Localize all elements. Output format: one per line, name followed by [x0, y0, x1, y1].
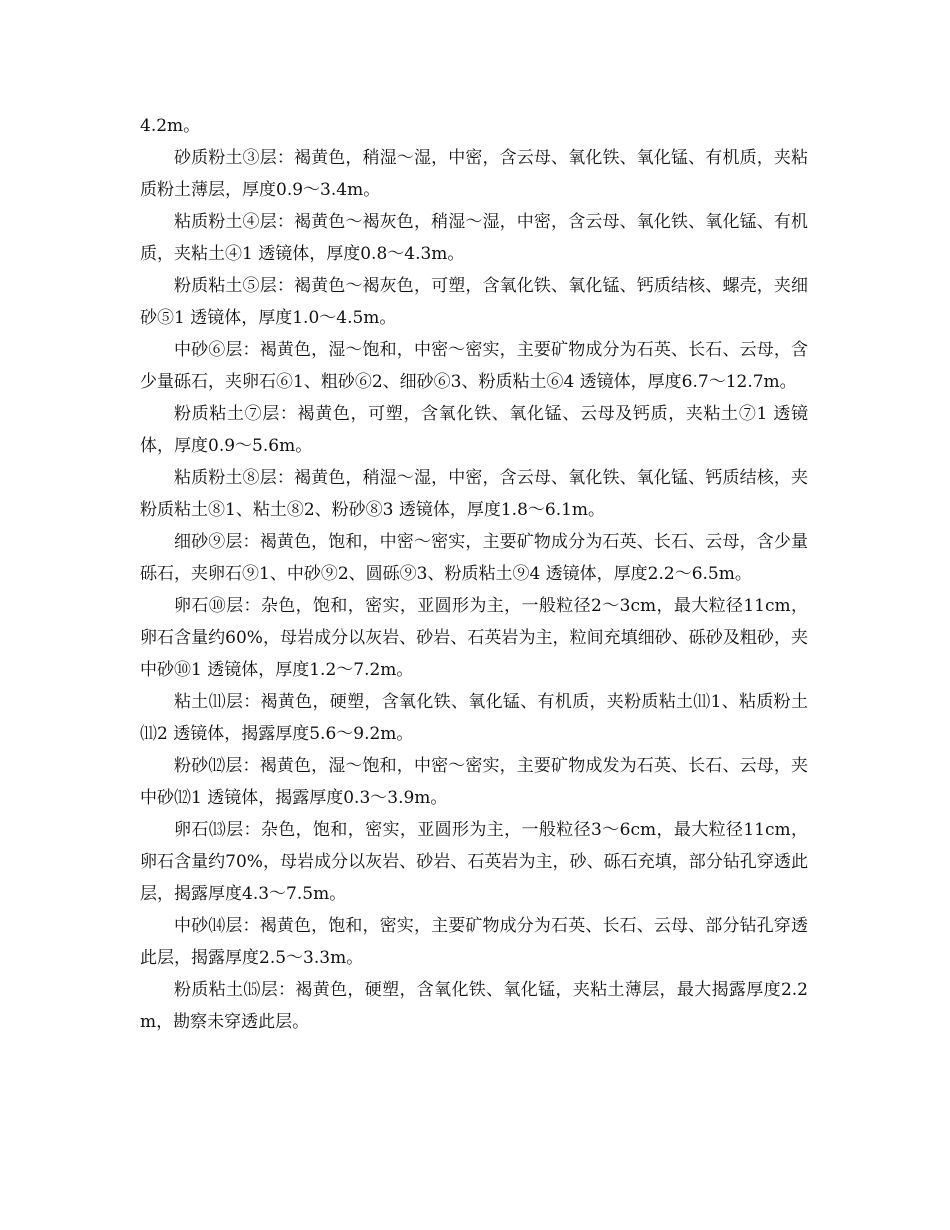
- paragraph-layer-3: 砂质粉土③层：褐黄色，稍湿～湿，中密，含云母、氧化铁、氧化锰、有机质，夹粘质粉土薄层，厚度0.9～3.4m。: [140, 148, 808, 200]
- paragraph-layer-10: 卵石⑩层：杂色，饱和，密实，亚圆形为主，一般粒径2～3cm，最大粒径11cm，卵石含量约60%，母岩成分以灰岩、砂岩、石英岩为主，粒间充填细砂、砾砂及粗砂，夹中砂⑩1 透镜体，厚度1.2～7.2m。: [140, 596, 808, 680]
- paragraph-layer-7: 粉质粘土⑦层：褐黄色，可塑，含氧化铁、氧化锰、云母及钙质，夹粘土⑦1 透镜体，厚度0.9～5.6m。: [140, 404, 808, 456]
- paragraph-continuation: 4.2m。: [140, 116, 201, 136]
- paragraph-layer-13: 卵石⒀层：杂色，饱和，密实，亚圆形为主，一般粒径3～6cm，最大粒径11cm，卵石含量约70%，母岩成分以灰岩、砂岩、石英岩为主，砂、砾石充填，部分钻孔穿透此层，揭露厚度4.3～7.5m。: [140, 820, 808, 904]
- paragraph-layer-9: 细砂⑨层：褐黄色，饱和，中密～密实，主要矿物成分为石英、长石、云母，含少量砾石，夹卵石⑨1、中砂⑨2、圆砾⑨3、粉质粘土⑨4 透镜体，厚度2.2～6.5m。: [140, 532, 808, 584]
- paragraph-layer-15: 粉质粘土⒂层：褐黄色，硬塑，含氧化铁、氧化锰，夹粘土薄层，最大揭露厚度2.2m，勘察未穿透此层。: [140, 980, 808, 1032]
- paragraph-layer-6: 中砂⑥层：褐黄色，湿～饱和，中密～密实，主要矿物成分为石英、长石、云母，含少量砾石，夹卵石⑥1、粗砂⑥2、细砂⑥3、粉质粘土⑥4 透镜体，厚度6.7～12.7m。: [140, 340, 808, 392]
- paragraph-layer-11: 粘土⑾层：褐黄色，硬塑，含氧化铁、氧化锰、有机质，夹粉质粘土⑾1、粘质粉土⑾2 透镜体，揭露厚度5.6～9.2m。: [140, 692, 808, 744]
- paragraph-layer-12: 粉砂⑿层：褐黄色，湿～饱和，中密～密实，主要矿物成发为石英、长石、云母，夹中砂⑿1 透镜体，揭露厚度0.3～3.9m。: [140, 756, 808, 808]
- paragraph-layer-4: 粘质粉土④层：褐黄色～褐灰色，稍湿～湿，中密，含云母、氧化铁、氧化锰、有机质，夹粘土④1 透镜体，厚度0.8～4.3m。: [140, 212, 808, 264]
- paragraph-layer-14: 中砂⒁层：褐黄色，饱和，密实，主要矿物成分为石英、长石、云母、部分钻孔穿透此层，揭露厚度2.5～3.3m。: [140, 916, 808, 968]
- paragraph-layer-8: 粘质粉土⑧层：褐黄色，稍湿～湿，中密，含云母、氧化铁、氧化锰、钙质结核，夹粉质粘土⑧1、粘土⑧2、粉砂⑧3 透镜体，厚度1.8～6.1m。: [140, 468, 808, 520]
- paragraph-layer-5: 粉质粘土⑤层：褐黄色～褐灰色，可塑，含氧化铁、氧化锰、钙质结核、螺壳，夹细砂⑤1 透镜体，厚度1.0～4.5m。: [140, 276, 808, 328]
- document-body: [140, 110, 808, 1038]
